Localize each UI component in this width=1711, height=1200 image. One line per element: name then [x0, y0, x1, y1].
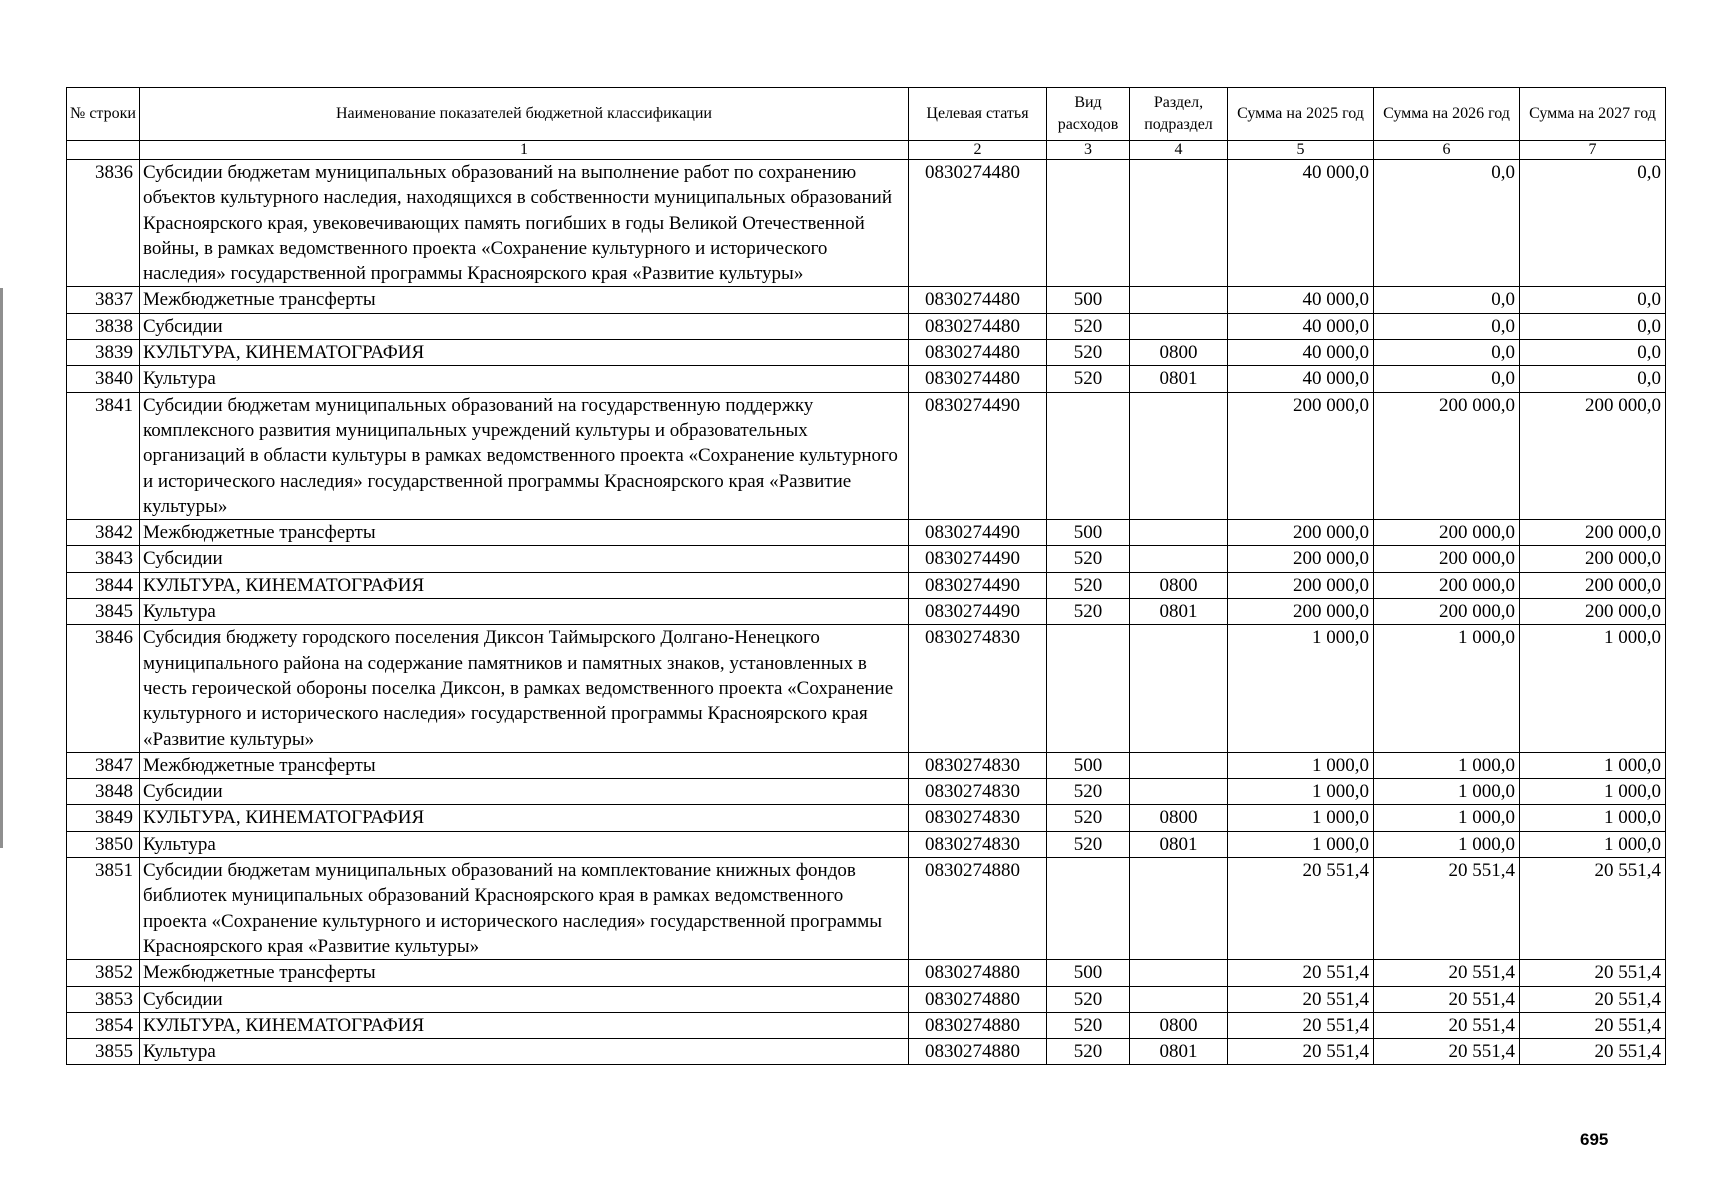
amount-2025-cell: 1 000,0 — [1228, 831, 1374, 857]
expense-type-cell — [1047, 858, 1130, 960]
amount-2026-cell: 200 000,0 — [1374, 599, 1520, 625]
section-cell — [1130, 520, 1228, 546]
section-cell — [1130, 160, 1228, 287]
target-article-cell: 0830274490 — [909, 546, 1047, 572]
header-row — [67, 88, 1666, 141]
table-body — [67, 160, 1666, 1065]
amount-2026-cell: 0,0 — [1374, 287, 1520, 313]
column-number-row — [67, 141, 1666, 160]
amount-2027-cell: 20 551,4 — [1520, 1012, 1666, 1038]
target-article-cell: 0830274880 — [909, 986, 1047, 1012]
section-cell — [1130, 752, 1228, 778]
row-number-cell: 3847 — [67, 752, 140, 778]
amount-2027-cell: 1 000,0 — [1520, 625, 1666, 752]
expense-type-cell: 520 — [1047, 1012, 1130, 1038]
expense-type-cell: 520 — [1047, 779, 1130, 805]
amount-2027-cell: 200 000,0 — [1520, 520, 1666, 546]
row-number-cell: 3840 — [67, 366, 140, 392]
name-cell: Субсидии бюджетам муниципальных образований на государственную поддержку комплексного развития муниципальных учреждений культуры и образовательных организаций в области культуры в рамках ведомственного проекта «Сохранение культурного и исторического наследия» государственной программы Красноярского края «Развитие культуры» — [140, 392, 909, 519]
amount-2027-cell: 0,0 — [1520, 160, 1666, 287]
row-number-cell: 3844 — [67, 572, 140, 598]
name-cell: КУЛЬТУРА, КИНЕМАТОГРАФИЯ — [140, 572, 909, 598]
amount-2027-cell: 0,0 — [1520, 287, 1666, 313]
table-row — [67, 1012, 1666, 1038]
expense-type-cell: 520 — [1047, 572, 1130, 598]
amount-2027-cell: 20 551,4 — [1520, 858, 1666, 960]
amount-2026-cell: 1 000,0 — [1374, 625, 1520, 752]
expense-type-cell — [1047, 160, 1130, 287]
amount-2025-cell: 1 000,0 — [1228, 625, 1374, 752]
section-cell — [1130, 858, 1228, 960]
amount-2027-cell: 0,0 — [1520, 313, 1666, 339]
amount-2025-cell: 20 551,4 — [1228, 1039, 1374, 1065]
target-article-cell: 0830274490 — [909, 572, 1047, 598]
row-number-cell: 3839 — [67, 340, 140, 366]
section-cell: 0801 — [1130, 366, 1228, 392]
amount-2027-cell: 1 000,0 — [1520, 831, 1666, 857]
expense-type-cell: 500 — [1047, 287, 1130, 313]
amount-2026-cell: 200 000,0 — [1374, 546, 1520, 572]
target-article-cell: 0830274830 — [909, 752, 1047, 778]
amount-2025-cell: 40 000,0 — [1228, 287, 1374, 313]
row-number-cell: 3843 — [67, 546, 140, 572]
amount-2025-cell: 40 000,0 — [1228, 340, 1374, 366]
amount-2026-cell: 20 551,4 — [1374, 858, 1520, 960]
row-number-cell: 3837 — [67, 287, 140, 313]
section-cell: 0800 — [1130, 572, 1228, 598]
target-article-cell: 0830274880 — [909, 858, 1047, 960]
table-row — [67, 779, 1666, 805]
expense-type-cell: 520 — [1047, 340, 1130, 366]
header-name: Наименование показателей бюджетной классификации — [140, 88, 909, 141]
expense-type-cell: 520 — [1047, 366, 1130, 392]
table-row — [67, 831, 1666, 857]
target-article-cell: 0830274830 — [909, 625, 1047, 752]
target-article-cell: 0830274480 — [909, 160, 1047, 287]
amount-2027-cell: 200 000,0 — [1520, 392, 1666, 519]
header-razdel: Раздел, подраздел — [1130, 88, 1228, 141]
target-article-cell: 0830274880 — [909, 1039, 1047, 1065]
amount-2027-cell: 0,0 — [1520, 340, 1666, 366]
expense-type-cell: 520 — [1047, 1039, 1130, 1065]
row-number-cell: 3851 — [67, 858, 140, 960]
table-row — [67, 287, 1666, 313]
expense-type-cell — [1047, 392, 1130, 519]
amount-2025-cell: 40 000,0 — [1228, 313, 1374, 339]
row-number-cell: 3846 — [67, 625, 140, 752]
header-vid: Вид расходов — [1047, 88, 1130, 141]
column-number: 5 — [1228, 141, 1374, 160]
name-cell: Субсидии бюджетам муниципальных образований на комплектование книжных фондов библиотек муниципальных образований Красноярского края в рамках ведомственного проекта «Сохранение культурного и исторического наследия» государственной программы Красноярского края «Развитие культуры» — [140, 858, 909, 960]
name-cell: Межбюджетные трансферты — [140, 960, 909, 986]
section-cell — [1130, 779, 1228, 805]
target-article-cell: 0830274480 — [909, 313, 1047, 339]
row-number-cell: 3854 — [67, 1012, 140, 1038]
page-number: 695 — [1580, 1130, 1609, 1149]
name-cell: КУЛЬТУРА, КИНЕМАТОГРАФИЯ — [140, 1012, 909, 1038]
table-row — [67, 986, 1666, 1012]
amount-2027-cell: 200 000,0 — [1520, 546, 1666, 572]
table-row — [67, 546, 1666, 572]
table-row — [67, 599, 1666, 625]
table-row — [67, 160, 1666, 287]
row-number-cell: 3850 — [67, 831, 140, 857]
expense-type-cell: 520 — [1047, 986, 1130, 1012]
name-cell: Культура — [140, 366, 909, 392]
expense-type-cell: 500 — [1047, 752, 1130, 778]
row-number-cell: 3855 — [67, 1039, 140, 1065]
amount-2026-cell: 1 000,0 — [1374, 779, 1520, 805]
name-cell: Субсидии бюджетам муниципальных образований на выполнение работ по сохранению объектов культурного наследия, находящихся в собственности муниципальных образований Красноярского края, увековечивающих память погибших в годы Великой Отечественной войны, в рамках ведомственного проекта «Сохранение культурного и исторического наследия» государственной программы Красноярского края «Развитие культуры» — [140, 160, 909, 287]
table-row — [67, 340, 1666, 366]
target-article-cell: 0830274830 — [909, 779, 1047, 805]
header-target: Целевая статья — [909, 88, 1047, 141]
row-number-cell: 3845 — [67, 599, 140, 625]
amount-2026-cell: 200 000,0 — [1374, 520, 1520, 546]
budget-table — [66, 87, 1666, 1065]
amount-2025-cell: 1 000,0 — [1228, 752, 1374, 778]
column-number: 4 — [1130, 141, 1228, 160]
amount-2026-cell: 200 000,0 — [1374, 392, 1520, 519]
amount-2027-cell: 20 551,4 — [1520, 1039, 1666, 1065]
expense-type-cell — [1047, 625, 1130, 752]
amount-2026-cell: 1 000,0 — [1374, 831, 1520, 857]
amount-2025-cell: 200 000,0 — [1228, 546, 1374, 572]
target-article-cell: 0830274490 — [909, 392, 1047, 519]
table-row — [67, 313, 1666, 339]
section-cell — [1130, 392, 1228, 519]
target-article-cell: 0830274480 — [909, 366, 1047, 392]
name-cell: КУЛЬТУРА, КИНЕМАТОГРАФИЯ — [140, 340, 909, 366]
amount-2027-cell: 20 551,4 — [1520, 986, 1666, 1012]
expense-type-cell: 520 — [1047, 599, 1130, 625]
target-article-cell: 0830274490 — [909, 520, 1047, 546]
name-cell: Культура — [140, 831, 909, 857]
table-row — [67, 960, 1666, 986]
column-number: 6 — [1374, 141, 1520, 160]
amount-2027-cell: 20 551,4 — [1520, 960, 1666, 986]
amount-2025-cell: 20 551,4 — [1228, 986, 1374, 1012]
header-sum-2026: Сумма на 2026 год — [1374, 88, 1520, 141]
amount-2025-cell: 20 551,4 — [1228, 960, 1374, 986]
name-cell: Межбюджетные трансферты — [140, 752, 909, 778]
row-number-cell: 3848 — [67, 779, 140, 805]
amount-2025-cell: 1 000,0 — [1228, 779, 1374, 805]
name-cell: Субсидии — [140, 986, 909, 1012]
row-number-cell: 3836 — [67, 160, 140, 287]
section-cell — [1130, 313, 1228, 339]
table-row — [67, 625, 1666, 752]
row-number-cell: 3842 — [67, 520, 140, 546]
amount-2025-cell: 40 000,0 — [1228, 366, 1374, 392]
name-cell: Культура — [140, 1039, 909, 1065]
column-number: 7 — [1520, 141, 1666, 160]
amount-2027-cell: 1 000,0 — [1520, 805, 1666, 831]
column-number: 3 — [1047, 141, 1130, 160]
amount-2025-cell: 200 000,0 — [1228, 392, 1374, 519]
target-article-cell: 0830274490 — [909, 599, 1047, 625]
section-cell: 0801 — [1130, 1039, 1228, 1065]
amount-2025-cell: 20 551,4 — [1228, 1012, 1374, 1038]
name-cell: Субсидия бюджету городского поселения Диксон Таймырского Долгано-Ненецкого муниципального района на содержание памятников и памятных знаков, установленных в честь героической обороны поселка Диксон, в рамках ведомственного проекта «Сохранение культурного и исторического наследия» государственной программы Красноярского края «Развитие культуры» — [140, 625, 909, 752]
name-cell: Межбюджетные трансферты — [140, 287, 909, 313]
header-sum-2027: Сумма на 2027 год — [1520, 88, 1666, 141]
target-article-cell: 0830274880 — [909, 1012, 1047, 1038]
amount-2025-cell: 200 000,0 — [1228, 599, 1374, 625]
amount-2026-cell: 0,0 — [1374, 313, 1520, 339]
section-cell: 0800 — [1130, 1012, 1228, 1038]
table-row — [67, 1039, 1666, 1065]
table-row — [67, 392, 1666, 519]
amount-2027-cell: 200 000,0 — [1520, 599, 1666, 625]
target-article-cell: 0830274830 — [909, 805, 1047, 831]
amount-2025-cell: 200 000,0 — [1228, 572, 1374, 598]
table-row — [67, 520, 1666, 546]
expense-type-cell: 520 — [1047, 313, 1130, 339]
amount-2027-cell: 1 000,0 — [1520, 752, 1666, 778]
target-article-cell: 0830274480 — [909, 287, 1047, 313]
expense-type-cell: 500 — [1047, 960, 1130, 986]
table-row — [67, 366, 1666, 392]
target-article-cell: 0830274830 — [909, 831, 1047, 857]
amount-2027-cell: 200 000,0 — [1520, 572, 1666, 598]
table-row — [67, 752, 1666, 778]
amount-2026-cell: 20 551,4 — [1374, 960, 1520, 986]
name-cell: КУЛЬТУРА, КИНЕМАТОГРАФИЯ — [140, 805, 909, 831]
amount-2026-cell: 20 551,4 — [1374, 1039, 1520, 1065]
column-number: 2 — [909, 141, 1047, 160]
column-number: 1 — [140, 141, 909, 160]
row-number-cell: 3841 — [67, 392, 140, 519]
amount-2026-cell: 1 000,0 — [1374, 752, 1520, 778]
section-cell — [1130, 287, 1228, 313]
amount-2025-cell: 40 000,0 — [1228, 160, 1374, 287]
column-number — [67, 141, 140, 160]
header-sum-2025: Сумма на 2025 год — [1228, 88, 1374, 141]
expense-type-cell: 520 — [1047, 805, 1130, 831]
table-row — [67, 805, 1666, 831]
amount-2026-cell: 200 000,0 — [1374, 572, 1520, 598]
section-cell — [1130, 986, 1228, 1012]
amount-2026-cell: 20 551,4 — [1374, 986, 1520, 1012]
amount-2026-cell: 0,0 — [1374, 340, 1520, 366]
amount-2026-cell: 0,0 — [1374, 366, 1520, 392]
table-row — [67, 858, 1666, 960]
amount-2025-cell: 1 000,0 — [1228, 805, 1374, 831]
target-article-cell: 0830274880 — [909, 960, 1047, 986]
amount-2027-cell: 1 000,0 — [1520, 779, 1666, 805]
section-cell: 0800 — [1130, 340, 1228, 366]
amount-2026-cell: 1 000,0 — [1374, 805, 1520, 831]
amount-2026-cell: 20 551,4 — [1374, 1012, 1520, 1038]
page-edge-shadow — [0, 288, 3, 848]
table-row — [67, 572, 1666, 598]
section-cell — [1130, 960, 1228, 986]
name-cell: Субсидии — [140, 313, 909, 339]
section-cell: 0801 — [1130, 599, 1228, 625]
expense-type-cell: 520 — [1047, 546, 1130, 572]
section-cell: 0800 — [1130, 805, 1228, 831]
expense-type-cell: 520 — [1047, 831, 1130, 857]
name-cell: Субсидии — [140, 546, 909, 572]
header-row-number: № строки — [67, 88, 140, 141]
name-cell: Межбюджетные трансферты — [140, 520, 909, 546]
amount-2025-cell: 200 000,0 — [1228, 520, 1374, 546]
target-article-cell: 0830274480 — [909, 340, 1047, 366]
name-cell: Культура — [140, 599, 909, 625]
row-number-cell: 3838 — [67, 313, 140, 339]
expense-type-cell: 500 — [1047, 520, 1130, 546]
name-cell: Субсидии — [140, 779, 909, 805]
section-cell: 0801 — [1130, 831, 1228, 857]
section-cell — [1130, 546, 1228, 572]
amount-2026-cell: 0,0 — [1374, 160, 1520, 287]
row-number-cell: 3853 — [67, 986, 140, 1012]
amount-2025-cell: 20 551,4 — [1228, 858, 1374, 960]
row-number-cell: 3852 — [67, 960, 140, 986]
amount-2027-cell: 0,0 — [1520, 366, 1666, 392]
row-number-cell: 3849 — [67, 805, 140, 831]
section-cell — [1130, 625, 1228, 752]
